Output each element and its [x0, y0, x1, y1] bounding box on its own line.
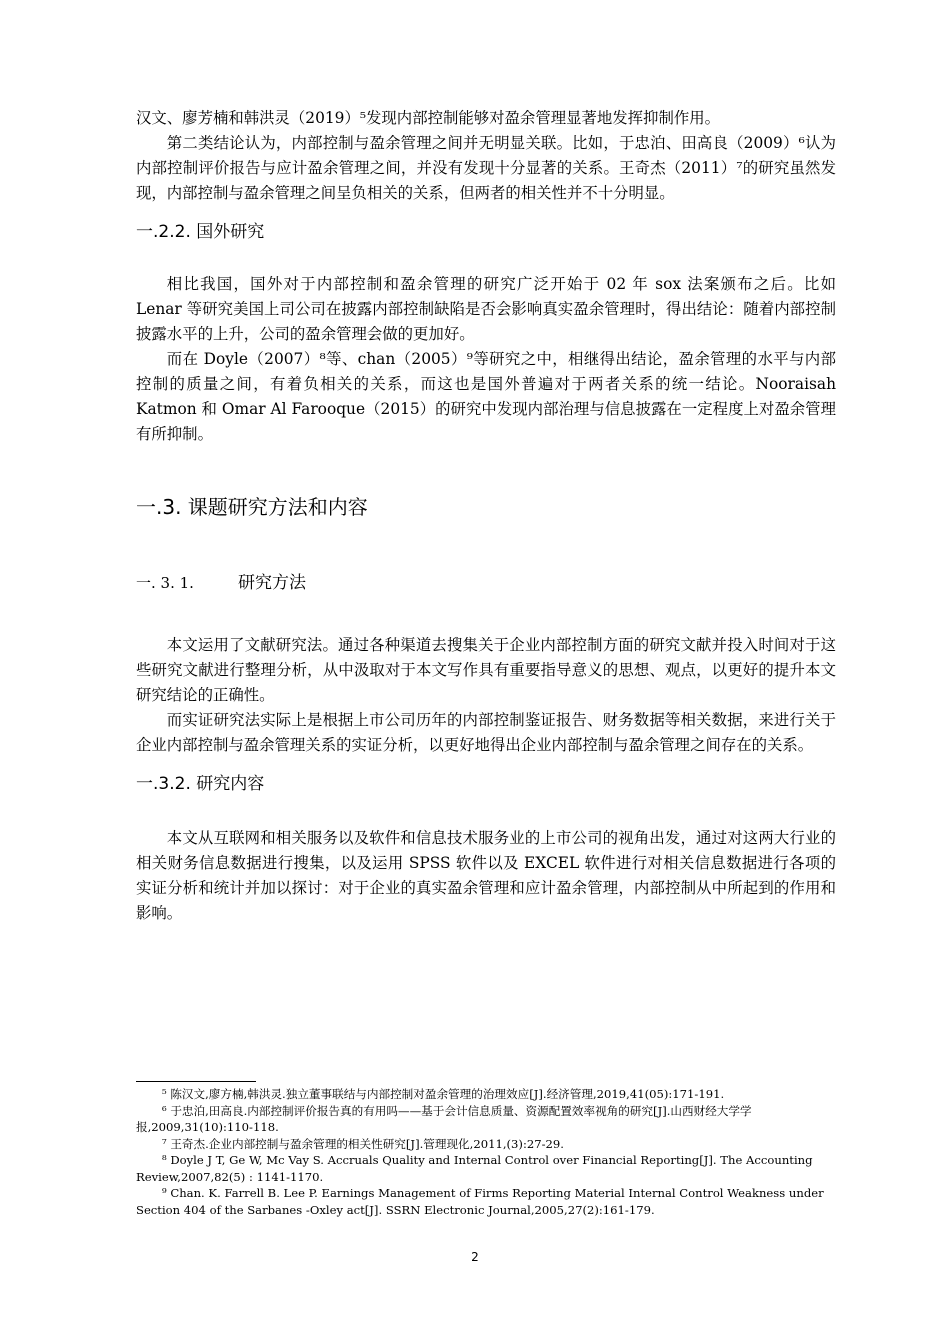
footnote-9: ⁹ Chan. K. Farrell B. Lee P. Earnings Management of Firms Reporting Material Internal Control Weakness under Section 404 of the Sarbanes -Oxley act[J]. SSRN Electronic Journal,2005,27(2):161-179.: [136, 1186, 824, 1217]
heading-1-3-2: 一.3.2. 研究内容: [136, 774, 265, 794]
heading-1-3-1: [136, 571, 836, 595]
footnote-6: ⁶ 于忠泊,田高良.内部控制评价报告真的有用吗——基于会计信息质量、资源配置效率视角的研究[J].山西财经大学学报,2009,31(10):110-118.: [136, 1103, 752, 1134]
heading-2-2-2: 一.2.2. 国外研究: [136, 222, 265, 242]
heading-1-3: 一.3. 课题研究方法和内容: [136, 495, 368, 519]
heading-1-3-1-number: 一. 3. 1.: [136, 574, 194, 592]
footnote-5: ⁵ 陈汉文,廖方楠,韩洪灵.独立董事联结与内部控制对盈余管理的治理效应[J].经济管理,2019,41(05):171-191.: [162, 1087, 725, 1101]
paragraph-1: 汉文、廖芳楠和韩洪灵（2019）⁵发现内部控制能够对盈余管理显著地发挥抑制作用。: [136, 109, 721, 127]
page-number: 2: [471, 1250, 479, 1264]
paragraph-5: 本文运用了文献研究法。通过各种渠道去搜集关于企业内部控制方面的研究文献并投入时间对于这些研究文献进行整理分析，从中汲取对于本文写作具有重要指导意义的思想、观点，以更好的提升本文研究结论的正确性。: [136, 636, 836, 704]
paragraph-3: 相比我国，国外对于内部控制和盈余管理的研究广泛开始于 02 年 sox 法案颁布之后。比如 Lenar 等研究美国上司公司在披露内部控制缺陷是否会影响真实盈余管理时，得出结论：随着内部控制披露水平的上升，公司的盈余管理会做的更加好。: [136, 275, 836, 343]
paragraph-2: 第二类结论认为，内部控制与盈余管理之间并无明显关联。比如，于忠泊、田高良（2009）⁶认为内部控制评价报告与应计盈余管理之间，并没有发现十分显著的关系。王奇杰（2011）⁷的研究虽然发现，内部控制与盈余管理之间呈负相关的关系，但两者的相关性并不十分明显。: [136, 134, 836, 202]
page-body: [136, 106, 836, 926]
footnote-7: ⁷ 王奇杰.企业内部控制与盈余管理的相关性研究[J].管理现化,2011,(3):27-29.: [162, 1136, 564, 1151]
paragraph-4: 而在 Doyle（2007）⁸等、chan（2005）⁹等研究之中，相继得出结论，盈余管理的水平与内部控制的质量之间，有着负相关的关系，而这也是国外普遍对于两者关系的统一结论。Nooraisah Katmon 和 Omar Al Farooque（2015）的研究中发现内部治理与信息披露在一定程度上对盈余管理有所抑制。: [136, 350, 836, 443]
footnote-separator: [136, 1081, 256, 1082]
heading-1-3-1-title: 研究方法: [238, 573, 306, 593]
paragraph-6: 而实证研究法实际上是根据上市公司历年的内部控制鉴证报告、财务数据等相关数据，来进行关于企业内部控制与盈余管理关系的实证分析，以更好地得出企业内部控制与盈余管理之间存在的关系。: [136, 711, 836, 754]
footnote-8: ⁸ Doyle J T, Ge W, Mc Vay S. Accruals Quality and Internal Control over Financial Reporting[J]. The Accounting Review,2007,82(5) : 1141-1170.: [136, 1153, 813, 1184]
footnotes: [136, 1086, 836, 1218]
paragraph-7: 本文从互联网和相关服务以及软件和信息技术服务业的上市公司的视角出发，通过对这两大行业的相关财务信息数据进行搜集，以及运用 SPSS 软件以及 EXCEL 软件进行对相关信息数据进行各项的实证分析和统计并加以探讨：对于企业的真实盈余管理和应计盈余管理，内部控制从中所起到的作用和影响。: [136, 829, 836, 922]
